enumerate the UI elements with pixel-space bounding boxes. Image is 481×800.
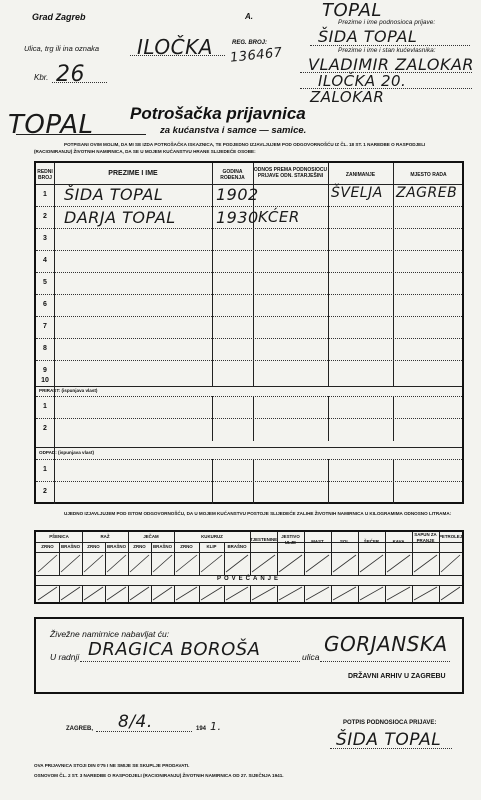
odpad-label: ODPAD: (ispunjava vlast) xyxy=(39,450,95,455)
form-title: Potrošačka prijavnica xyxy=(130,104,306,123)
row-no: 6 xyxy=(43,301,47,308)
city-label: Grad Zagreb xyxy=(32,12,86,22)
street-line xyxy=(130,55,225,56)
cell-name: ŠIDA TOPAL xyxy=(64,185,164,204)
stock-header: RAŽ xyxy=(100,534,110,539)
supplier-street-label: ulica xyxy=(302,652,320,662)
landlord-address: ILOČKA 20. xyxy=(318,72,407,90)
street-value: ILOČKA xyxy=(137,35,213,59)
odpad-row-no: 1 xyxy=(43,466,47,473)
shop-label: U radnji xyxy=(50,652,80,662)
row-no: 5 xyxy=(43,279,47,286)
cell-year: 1930 xyxy=(216,208,259,227)
shop-value: DRAGICA BOROŠA xyxy=(88,639,261,660)
stock-subheader: ZRNO xyxy=(133,544,146,549)
street-label: Ulica, trg ili ina oznaka xyxy=(24,44,100,53)
persons-table xyxy=(34,161,464,504)
landlord-name: VLADIMIR ZALOKAR xyxy=(308,55,475,74)
cell-occupation: ŠVELJA xyxy=(331,185,383,201)
row-no: 10 xyxy=(41,377,49,384)
header-no: REDNI BROJ xyxy=(37,169,53,181)
title-surname: TOPAL xyxy=(8,110,94,140)
header-name: PREZIME I IME xyxy=(108,170,158,177)
stock-header: ŠEĆER xyxy=(363,539,380,544)
cell-year: 1902 xyxy=(216,185,259,204)
row-no: 7 xyxy=(43,323,47,330)
title-underline xyxy=(16,134,146,135)
header-relation: ODNOS PREMA PODNOSIOCU PRIJAVE ODN. STARJEŠINI xyxy=(253,167,328,179)
stock-header: SOL xyxy=(339,539,350,544)
header-workplace: MJESTO RADA xyxy=(410,172,447,178)
price-note: OVA PRIJAVNICA STOJI DIN 0'75 I NE SMIJE SE SKUPLJE PRODAVATI. xyxy=(34,763,190,768)
stock-header: KUKURUZ xyxy=(201,534,223,539)
prirast-row-no: 1 xyxy=(43,403,47,410)
surname-top: TOPAL xyxy=(322,0,382,21)
supplier-street-value: GORJANSKA xyxy=(324,632,448,656)
letter-label: A. xyxy=(245,12,253,21)
applicant-name: ŠIDA TOPAL xyxy=(318,27,418,46)
cell-workplace: ZAGREB xyxy=(396,185,458,201)
increase-label: POVEĆANJE xyxy=(216,576,281,582)
shop-line xyxy=(80,661,300,662)
prirast-row-no: 2 xyxy=(43,425,47,432)
stock-header: JESTIVO ULJE xyxy=(281,534,300,545)
supplier-street-line xyxy=(320,661,450,662)
stock-header: MAST xyxy=(311,539,324,544)
stock-statement: UJEDNO IZJAVLJUJEM POD ISTOM ODGOVORNOŠĆU, DA U MOJEM KUĆANSTVU POSTOJE SLIJEDEĆE ZALIHE ŽIVOTNIH NAMIRNICA U KILOGRAMIMA ODNOSNO LITRAMA: xyxy=(64,511,452,516)
declaration-text: POTPISANI OVIM MOLIM, DA MI SE IZDA POTROŠAČKA ISKAZNICA, TE PODJEDNO IZJAVLJUJEM POD ODGOVORNOŠĆU IZ ČL. 18 ST. 1 NAREDBE O RASPODJELI (RACIONIRANJU) ŽIVOTNIH NAMIRNICA, DA SE U MOJEM KUĆANSTVU HRANE SLIJEDEĆE OSOBE: xyxy=(34,142,426,154)
stock-header: PETROLEJ xyxy=(439,534,463,539)
cell-name: DARJA TOPAL xyxy=(64,208,176,227)
stock-subheader: ZRNO xyxy=(180,544,193,549)
signature-label: POTPIS PODNOSIOCA PRIJAVE: xyxy=(343,720,437,726)
odpad-row-no: 2 xyxy=(43,488,47,495)
form-subtitle: za kućanstva i samce — samice. xyxy=(160,125,307,136)
date-line xyxy=(96,731,192,732)
reg-label: REG. BROJ: xyxy=(232,40,268,46)
signature: ŠIDA TOPAL xyxy=(336,730,442,750)
landlord-surname: ZALOKAR xyxy=(310,88,385,106)
prirast-label: PRIRAST: (ispunjava vlast) xyxy=(39,388,98,393)
stock-subheader: ZRNO xyxy=(41,544,54,549)
row-no: 2 xyxy=(43,213,47,220)
house-no-line xyxy=(52,82,107,83)
legal-note: OSNOVOM ČL. 2 ST. 3 NAREDBE O RASPODJELI (RACIONIRANJU) ŽIVOTNIH NAMIRNICA OD 27. SIJEČNJA 1941. xyxy=(34,773,284,778)
stock-header: SAPUN ZA PRANJE xyxy=(414,532,437,543)
stock-cell-strikes xyxy=(36,552,462,575)
row-no: 9 xyxy=(43,367,47,374)
applicant-line xyxy=(310,45,470,46)
row-no: 4 xyxy=(43,257,47,264)
reg-value: 136467 xyxy=(229,45,284,66)
archive-stamp: DRŽAVNI ARHIV U ZAGREBU xyxy=(348,673,446,680)
stock-subheader: KLIP xyxy=(206,544,217,549)
cell-relation: KĆER xyxy=(258,208,300,226)
house-no-value: 26 xyxy=(56,62,85,87)
supplier-label: Živežne namirnice nabavljat ću: xyxy=(50,629,170,639)
stock-subheader: BRAŠNO xyxy=(152,544,173,549)
house-no-label: Kbr. xyxy=(34,73,49,82)
stock-header: PŠENICA xyxy=(49,534,69,539)
header-year: GODINA ROĐENJA xyxy=(220,169,245,181)
year-hand: 1. xyxy=(210,720,222,733)
applicant-label: Prezime i ime podnosioca prijave: xyxy=(338,19,436,26)
year-label: 194 xyxy=(196,726,207,732)
supplier-box xyxy=(34,617,464,694)
row-no: 1 xyxy=(43,191,47,198)
stock-subheader: BRAŠNO xyxy=(227,544,247,549)
increase-cell-strikes xyxy=(36,585,462,602)
landlord-label: Prezime i ime i stan kućevlasnika: xyxy=(338,47,436,54)
date-value: 8/4. xyxy=(118,712,153,732)
stock-table xyxy=(34,530,464,604)
stock-header: JEČAM xyxy=(143,534,159,539)
stock-subheader: ZRNO xyxy=(87,544,100,549)
stock-subheader: BRAŠNO xyxy=(106,544,127,549)
place-label: ZAGREB, xyxy=(66,726,93,732)
stock-subheader: BRAŠNO xyxy=(60,544,81,549)
row-no: 8 xyxy=(43,345,47,352)
signature-line xyxy=(330,748,452,749)
stock-header: TJESTENINE xyxy=(250,537,278,542)
stock-header: KAVA xyxy=(392,539,405,544)
row-no: 3 xyxy=(43,235,47,242)
header-occupation: ZANIMANJE xyxy=(345,172,376,178)
